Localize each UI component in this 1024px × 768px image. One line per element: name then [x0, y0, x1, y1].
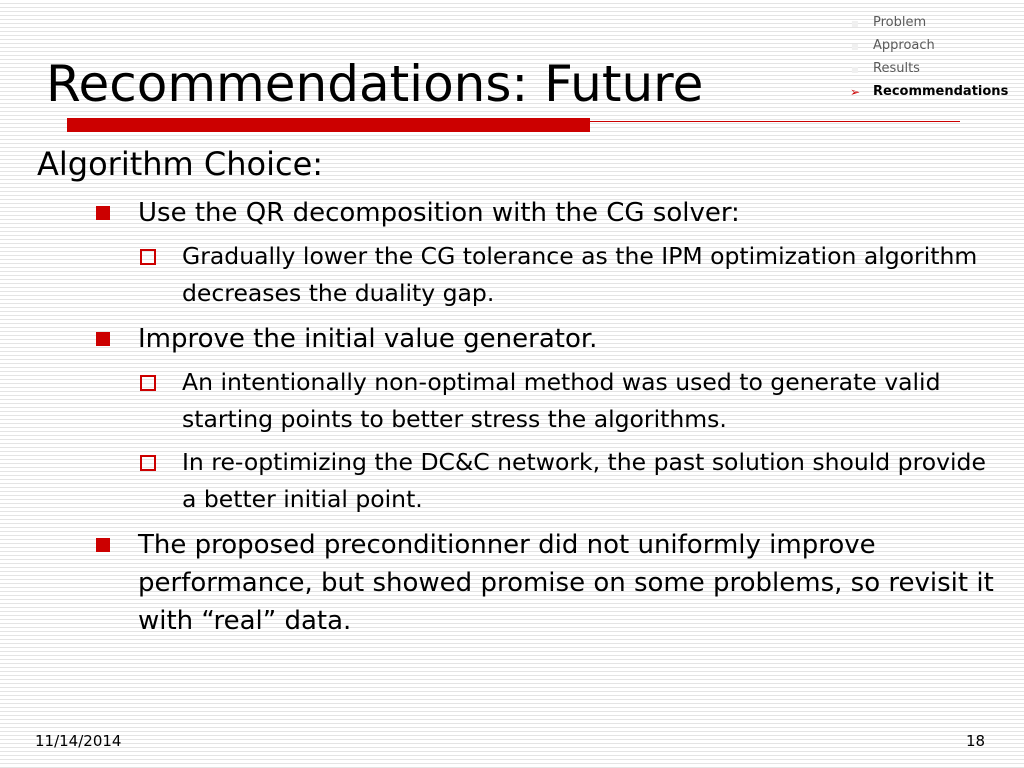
hollow-square-bullet-icon [140, 375, 156, 391]
nav-item-label: Problem [873, 15, 927, 30]
slide-body [37, 142, 1007, 640]
nav-bullet-icon: ▪ [850, 39, 860, 53]
nav-item-recommendations [848, 83, 1008, 106]
bullet-text: Use the QR decomposition with the CG solver: [138, 198, 740, 228]
nav-item-results [848, 60, 1008, 83]
square-bullet-icon [96, 332, 110, 346]
slide-title: Recommendations: Future [46, 55, 704, 113]
slide-date: 11/14/2014 [35, 732, 122, 750]
nav-item-approach [848, 37, 1008, 60]
hollow-square-bullet-icon [140, 455, 156, 471]
square-bullet-icon [96, 206, 110, 220]
sub-bullet-item [37, 364, 1007, 438]
sub-bullet-text: Gradually lower the CG tolerance as the IPM optimization algorithm decreases the duality gap. [182, 242, 978, 307]
slide-page-number: 18 [966, 732, 986, 750]
section-heading: Algorithm Choice: [37, 145, 324, 183]
nav-item-problem [848, 14, 1008, 37]
nav-item-label: Approach [873, 38, 935, 53]
hollow-square-bullet-icon [140, 249, 156, 265]
square-bullet-icon [96, 538, 110, 552]
sub-bullet-text: An intentionally non-optimal method was used to generate valid starting points to better stress the algorithms. [182, 368, 941, 433]
sub-bullet-item [37, 444, 1007, 518]
nav-item-label: Recommendations [873, 84, 1009, 99]
sub-bullet-text: In re-optimizing the DC&C network, the past solution should provide a better initial point. [182, 448, 986, 513]
title-underline-bar [67, 118, 590, 132]
nav-bullet-icon: ▪ [850, 16, 860, 30]
bullet-text: The proposed preconditionner did not uniformly improve performance, but showed promise on some problems, so revisit it with “real” data. [138, 530, 994, 636]
section-nav [848, 14, 1008, 106]
sub-bullet-item [37, 238, 1007, 312]
bullet-item [37, 194, 1007, 232]
arrow-right-icon: ➢ [849, 85, 861, 99]
bullet-text: Improve the initial value generator. [138, 324, 598, 354]
bullet-item [37, 320, 1007, 358]
nav-item-label: Results [873, 61, 920, 76]
nav-bullet-icon: ▪ [850, 62, 860, 76]
bullet-item [37, 526, 1007, 640]
title-underline-rule [590, 121, 960, 122]
